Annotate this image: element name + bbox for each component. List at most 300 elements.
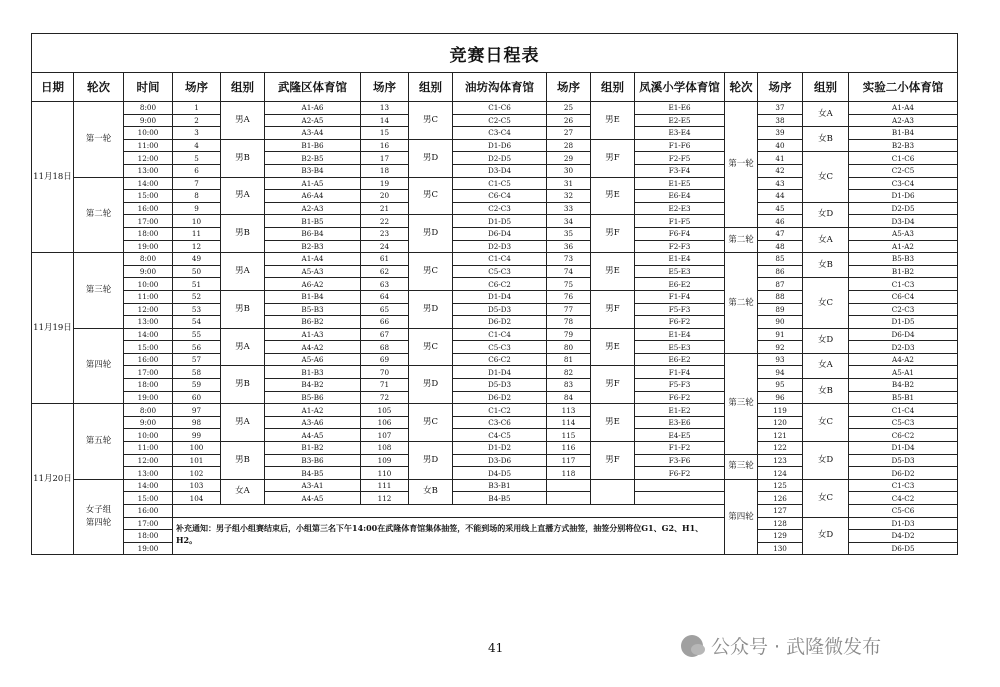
time-cell: 8:00 — [124, 102, 173, 115]
matchup-cell: B4-B5 — [265, 467, 361, 480]
matchup-cell: C1-C6 — [453, 102, 547, 115]
matchup-cell: B5-B3 — [265, 303, 361, 316]
matchup-cell: D2-D3 — [849, 341, 958, 354]
match-number-cell: 14 — [361, 114, 409, 127]
match-number-cell: 91 — [758, 328, 803, 341]
matchup-cell: A1-A3 — [265, 328, 361, 341]
matchup-cell: C5-C6 — [849, 505, 958, 518]
matchup-cell: B5-B3 — [849, 253, 958, 266]
table-row — [32, 379, 958, 392]
time-cell: 8:00 — [124, 253, 173, 266]
group-cell: 男E — [591, 328, 635, 366]
matchup-cell: D6-D5 — [849, 542, 958, 555]
time-cell: 11:00 — [124, 442, 173, 455]
matchup-cell: A2-A3 — [849, 114, 958, 127]
group-cell: 男E — [591, 177, 635, 215]
group-cell: 男A — [221, 253, 265, 291]
match-number-cell: 72 — [361, 391, 409, 404]
match-number-cell: 38 — [758, 114, 803, 127]
group-cell: 男A — [221, 328, 265, 366]
matchup-cell: E6-E2 — [635, 278, 725, 291]
table-row — [32, 404, 958, 417]
match-number-cell: 75 — [547, 278, 591, 291]
round-cell: 第一轮 — [74, 102, 124, 178]
round-cell: 第四轮 — [74, 328, 124, 404]
matchup-cell: E1-E4 — [635, 328, 725, 341]
round-cell: 第一轮 — [725, 102, 758, 228]
time-cell: 10:00 — [124, 278, 173, 291]
group-cell: 男E — [591, 404, 635, 442]
matchup-cell: B5-B1 — [849, 391, 958, 404]
match-number-cell: 116 — [547, 442, 591, 455]
match-number-cell: 50 — [173, 265, 221, 278]
group-cell: 男F — [591, 290, 635, 328]
match-number-cell: 114 — [547, 416, 591, 429]
match-number-cell: 108 — [361, 442, 409, 455]
match-number-cell: 58 — [173, 366, 221, 379]
matchup-cell: A4-A2 — [849, 353, 958, 366]
group-cell: 女A — [803, 102, 849, 127]
match-number-cell: 84 — [547, 391, 591, 404]
match-number-cell: 5 — [173, 152, 221, 165]
match-number-cell: 34 — [547, 215, 591, 228]
match-number-cell: 99 — [173, 429, 221, 442]
round-cell: 第二轮 — [725, 227, 758, 252]
match-number-cell: 10 — [173, 215, 221, 228]
matchup-cell: A4-A5 — [265, 492, 361, 505]
match-number-cell: 118 — [547, 467, 591, 480]
match-number-cell: 110 — [361, 467, 409, 480]
matchup-cell: E5-E3 — [635, 265, 725, 278]
match-number-cell: 18 — [361, 164, 409, 177]
column-header: 场序 — [173, 73, 221, 102]
matchup-cell: C6-C2 — [849, 429, 958, 442]
matchup-cell: F1-F5 — [635, 215, 725, 228]
match-number-cell: 127 — [758, 505, 803, 518]
match-number-cell: 65 — [361, 303, 409, 316]
group-cell: 女C — [803, 404, 849, 442]
matchup-cell: D4-D2 — [849, 530, 958, 543]
table-row — [32, 328, 958, 341]
matchup-cell: A4-A2 — [265, 341, 361, 354]
column-header: 场序 — [758, 73, 803, 102]
wechat-icon — [681, 635, 703, 657]
matchup-cell: D5-D3 — [453, 379, 547, 392]
matchup-cell: A1-A6 — [265, 102, 361, 115]
match-number-cell: 20 — [361, 190, 409, 203]
matchup-cell: C1-C2 — [453, 404, 547, 417]
round-cell: 第三轮 — [725, 353, 758, 454]
column-header: 日期 — [32, 73, 74, 102]
match-number-cell: 25 — [547, 102, 591, 115]
match-number-cell: 92 — [758, 341, 803, 354]
time-cell: 10:00 — [124, 429, 173, 442]
match-number-cell: 7 — [173, 177, 221, 190]
matchup-cell: C2-C3 — [849, 303, 958, 316]
supplementary-note: 补充通知：男子组小组赛结束后，小组第三名下午14:00在武隆体育馆集体抽签，不能到场的采用线上直播方式抽签，抽签分别将位G1、G2、H1、H2。 — [173, 517, 725, 555]
match-number-cell: 57 — [173, 353, 221, 366]
match-number-cell: 94 — [758, 366, 803, 379]
match-number-cell: 79 — [547, 328, 591, 341]
group-cell: 女A — [221, 479, 265, 504]
match-number-cell: 70 — [361, 366, 409, 379]
match-number-cell: 100 — [173, 442, 221, 455]
time-cell: 19:00 — [124, 542, 173, 555]
table-title: 竞赛日程表 — [32, 34, 958, 73]
column-header: 组别 — [221, 73, 265, 102]
matchup-cell: C2-C5 — [453, 114, 547, 127]
match-number-cell: 122 — [758, 442, 803, 455]
match-number-cell: 95 — [758, 379, 803, 392]
matchup-cell: C2-C5 — [849, 164, 958, 177]
match-number-cell: 48 — [758, 240, 803, 253]
match-number-cell: 44 — [758, 190, 803, 203]
table-row — [32, 127, 958, 140]
group-cell: 男D — [409, 366, 453, 404]
column-header: 轮次 — [74, 73, 124, 102]
group-cell: 男A — [221, 177, 265, 215]
group-cell: 男F — [591, 215, 635, 253]
match-number-cell: 15 — [361, 127, 409, 140]
match-number-cell: 74 — [547, 265, 591, 278]
time-cell: 18:00 — [124, 530, 173, 543]
match-number-cell: 112 — [361, 492, 409, 505]
matchup-cell: D1-D6 — [849, 190, 958, 203]
match-number-cell: 51 — [173, 278, 221, 291]
round-cell: 第三轮 — [725, 454, 758, 479]
match-number-cell: 45 — [758, 202, 803, 215]
group-cell: 男E — [591, 102, 635, 140]
match-number-cell: 90 — [758, 316, 803, 329]
matchup-cell: A5-A1 — [849, 366, 958, 379]
match-number-cell: 59 — [173, 379, 221, 392]
match-number-cell: 41 — [758, 152, 803, 165]
matchup-cell: D2-D3 — [453, 240, 547, 253]
match-number-cell: 23 — [361, 227, 409, 240]
matchup-cell: D1-D5 — [453, 215, 547, 228]
matchup-cell: F6-F2 — [635, 391, 725, 404]
match-number-cell: 11 — [173, 227, 221, 240]
group-cell: 女B — [803, 379, 849, 404]
match-number-cell: 40 — [758, 139, 803, 152]
matchup-cell — [635, 492, 725, 505]
matchup-cell: D6-D2 — [453, 391, 547, 404]
matchup-cell: F1-F4 — [635, 366, 725, 379]
match-number-cell: 82 — [547, 366, 591, 379]
match-number-cell: 26 — [547, 114, 591, 127]
match-number-cell: 16 — [361, 139, 409, 152]
match-number-cell: 47 — [758, 227, 803, 240]
match-number-cell: 4 — [173, 139, 221, 152]
group-cell: 男B — [221, 442, 265, 480]
match-number-cell: 73 — [547, 253, 591, 266]
match-number-cell: 105 — [361, 404, 409, 417]
table-row — [32, 353, 958, 366]
group-cell: 男B — [221, 290, 265, 328]
matchup-cell: D1-D5 — [849, 316, 958, 329]
time-cell: 14:00 — [124, 177, 173, 190]
matchup-cell: C6-C2 — [453, 278, 547, 291]
match-number-cell: 77 — [547, 303, 591, 316]
matchup-cell: E6-E4 — [635, 190, 725, 203]
matchup-cell: A5-A3 — [849, 227, 958, 240]
time-cell: 18:00 — [124, 227, 173, 240]
group-cell: 男C — [409, 253, 453, 291]
match-number-cell: 61 — [361, 253, 409, 266]
match-number-cell: 60 — [173, 391, 221, 404]
group-cell: 女C — [803, 278, 849, 328]
matchup-cell: D6-D2 — [849, 467, 958, 480]
group-cell: 女C — [803, 152, 849, 202]
match-number-cell: 12 — [173, 240, 221, 253]
matchup-cell: C1-C4 — [453, 328, 547, 341]
group-cell: 男D — [409, 215, 453, 253]
matchup-cell: A3-A6 — [265, 416, 361, 429]
match-number-cell: 66 — [361, 316, 409, 329]
match-number-cell: 80 — [547, 341, 591, 354]
group-cell: 男E — [591, 253, 635, 291]
time-cell: 9:00 — [124, 265, 173, 278]
match-number-cell: 93 — [758, 353, 803, 366]
match-number-cell: 46 — [758, 215, 803, 228]
table-row — [32, 442, 958, 455]
matchup-cell: B1-B4 — [265, 290, 361, 303]
match-number-cell: 39 — [758, 127, 803, 140]
header-row — [32, 73, 958, 102]
matchup-cell: C5-C3 — [453, 341, 547, 354]
matchup-cell: B5-B6 — [265, 391, 361, 404]
group-cell: 女A — [803, 227, 849, 252]
match-number-cell: 111 — [361, 479, 409, 492]
matchup-cell: B1-B6 — [265, 139, 361, 152]
matchup-cell: A5-A6 — [265, 353, 361, 366]
time-cell: 13:00 — [124, 316, 173, 329]
schedule-sheet — [31, 33, 957, 555]
match-number-cell: 85 — [758, 253, 803, 266]
matchup-cell: D1-D4 — [849, 442, 958, 455]
matchup-cell: B3-B4 — [265, 164, 361, 177]
time-cell: 13:00 — [124, 467, 173, 480]
round-cell: 女子组 第四轮 — [74, 479, 124, 555]
column-header: 武隆区体育馆 — [265, 73, 361, 102]
matchup-cell: C4-C5 — [453, 429, 547, 442]
round-cell: 第二轮 — [74, 177, 124, 253]
matchup-cell: F3-F6 — [635, 454, 725, 467]
matchup-cell: B1-B3 — [265, 366, 361, 379]
round-cell: 第五轮 — [74, 404, 124, 480]
group-cell: 男B — [221, 366, 265, 404]
match-number-cell: 62 — [361, 265, 409, 278]
time-cell: 9:00 — [124, 416, 173, 429]
matchup-cell: C1-C3 — [849, 278, 958, 291]
match-number-cell: 52 — [173, 290, 221, 303]
matchup-cell: B1-B4 — [849, 127, 958, 140]
time-cell: 15:00 — [124, 190, 173, 203]
match-number-cell: 29 — [547, 152, 591, 165]
time-cell: 12:00 — [124, 303, 173, 316]
matchup-cell: F5-F3 — [635, 303, 725, 316]
matchup-cell: B2-B5 — [265, 152, 361, 165]
table-row — [32, 152, 958, 165]
matchup-cell: F3-F4 — [635, 164, 725, 177]
matchup-cell: B4-B2 — [265, 379, 361, 392]
table-row — [32, 278, 958, 291]
match-number-cell: 36 — [547, 240, 591, 253]
match-number-cell: 76 — [547, 290, 591, 303]
match-number-cell: 63 — [361, 278, 409, 291]
matchup-cell: A1-A5 — [265, 177, 361, 190]
column-header: 实验二小体育馆 — [849, 73, 958, 102]
group-cell: 男C — [409, 404, 453, 442]
group-cell: 男B — [221, 139, 265, 177]
matchup-cell: F6-F2 — [635, 467, 725, 480]
matchup-cell: C6-C4 — [453, 190, 547, 203]
table-row — [32, 227, 958, 240]
match-number-cell: 125 — [758, 479, 803, 492]
match-number-cell: 123 — [758, 454, 803, 467]
matchup-cell: A4-A5 — [265, 429, 361, 442]
matchup-cell: D1-D2 — [453, 442, 547, 455]
table-row — [32, 479, 958, 492]
match-number-cell: 31 — [547, 177, 591, 190]
table-row — [32, 102, 958, 115]
group-cell: 女B — [409, 479, 453, 504]
matchup-cell: F2-F5 — [635, 152, 725, 165]
time-cell: 14:00 — [124, 479, 173, 492]
group-cell: 男C — [409, 328, 453, 366]
time-cell: 16:00 — [124, 202, 173, 215]
match-number-cell: 17 — [361, 152, 409, 165]
match-number-cell: 78 — [547, 316, 591, 329]
matchup-cell: E2-E5 — [635, 114, 725, 127]
match-number-cell: 115 — [547, 429, 591, 442]
match-number-cell: 120 — [758, 416, 803, 429]
matchup-cell: C1-C5 — [453, 177, 547, 190]
matchup-cell: D6-D4 — [849, 328, 958, 341]
matchup-cell: B6-B4 — [265, 227, 361, 240]
group-cell: 男D — [409, 442, 453, 480]
time-cell: 19:00 — [124, 240, 173, 253]
matchup-cell: E3-E6 — [635, 416, 725, 429]
column-header: 场序 — [547, 73, 591, 102]
matchup-cell: D4-D5 — [453, 467, 547, 480]
match-number-cell: 2 — [173, 114, 221, 127]
group-cell: 女D — [803, 328, 849, 353]
matchup-cell: D2-D5 — [453, 152, 547, 165]
matchup-cell: F1-F2 — [635, 442, 725, 455]
match-number-cell: 69 — [361, 353, 409, 366]
group-cell: 男F — [591, 139, 635, 177]
match-number-cell: 121 — [758, 429, 803, 442]
matchup-cell: E4-E5 — [635, 429, 725, 442]
matchup-cell: F1-F4 — [635, 290, 725, 303]
matchup-cell: B1-B2 — [265, 442, 361, 455]
match-number-cell: 8 — [173, 190, 221, 203]
matchup-cell: B6-B2 — [265, 316, 361, 329]
matchup-cell: D1-D6 — [453, 139, 547, 152]
matchup-cell: C5-C3 — [849, 416, 958, 429]
match-number-cell: 6 — [173, 164, 221, 177]
time-cell: 12:00 — [124, 454, 173, 467]
matchup-cell: B3-B6 — [265, 454, 361, 467]
time-cell: 13:00 — [124, 164, 173, 177]
table-row — [32, 517, 958, 530]
match-number-cell: 19 — [361, 177, 409, 190]
match-number-cell: 83 — [547, 379, 591, 392]
column-header: 组别 — [409, 73, 453, 102]
match-number-cell: 89 — [758, 303, 803, 316]
match-number-cell: 86 — [758, 265, 803, 278]
matchup-cell: B4-B5 — [453, 492, 547, 505]
column-header: 凤溪小学体育馆 — [635, 73, 725, 102]
match-number-cell: 1 — [173, 102, 221, 115]
round-cell: 第三轮 — [74, 253, 124, 329]
matchup-cell: D1-D3 — [849, 517, 958, 530]
group-cell: 男D — [409, 290, 453, 328]
table-row — [32, 253, 958, 266]
matchup-cell: C6-C2 — [453, 353, 547, 366]
group-cell: 男C — [409, 102, 453, 140]
match-number-cell: 101 — [173, 454, 221, 467]
matchup-cell: A6-A2 — [265, 278, 361, 291]
round-cell: 第二轮 — [725, 253, 758, 354]
match-number-cell: 24 — [361, 240, 409, 253]
time-cell: 17:00 — [124, 366, 173, 379]
matchup-cell: E5-E3 — [635, 341, 725, 354]
matchup-cell: C6-C4 — [849, 290, 958, 303]
matchup-cell: F6-F2 — [635, 316, 725, 329]
group-cell: 男F — [591, 442, 635, 480]
matchup-cell: D5-D3 — [849, 454, 958, 467]
matchup-cell — [635, 479, 725, 492]
matchup-cell: E2-E3 — [635, 202, 725, 215]
matchup-cell: F2-F3 — [635, 240, 725, 253]
table-row — [32, 202, 958, 215]
time-cell: 16:00 — [124, 505, 173, 518]
group-cell: 女D — [803, 517, 849, 555]
group-cell: 男D — [409, 139, 453, 177]
match-number-cell: 68 — [361, 341, 409, 354]
time-cell: 18:00 — [124, 379, 173, 392]
match-number-cell: 42 — [758, 164, 803, 177]
matchup-cell: D3-D4 — [849, 215, 958, 228]
matchup-cell: F6-F4 — [635, 227, 725, 240]
time-cell: 17:00 — [124, 517, 173, 530]
matchup-cell: A1-A4 — [849, 102, 958, 115]
matchup-cell: A3-A4 — [265, 127, 361, 140]
matchup-cell: A1-A4 — [265, 253, 361, 266]
matchup-cell: C3-C4 — [849, 177, 958, 190]
time-cell: 15:00 — [124, 492, 173, 505]
match-number-cell: 49 — [173, 253, 221, 266]
schedule-table — [31, 33, 958, 555]
match-number-cell: 13 — [361, 102, 409, 115]
match-number-cell: 9 — [173, 202, 221, 215]
group-cell: 女D — [803, 442, 849, 480]
matchup-cell: B1-B2 — [849, 265, 958, 278]
matchup-cell: C2-C3 — [453, 202, 547, 215]
match-number-cell: 21 — [361, 202, 409, 215]
match-number-cell: 98 — [173, 416, 221, 429]
matchup-cell: D6-D4 — [453, 227, 547, 240]
group-cell: 男A — [221, 102, 265, 140]
matchup-cell: C1-C4 — [849, 404, 958, 417]
matchup-cell: B2-B3 — [265, 240, 361, 253]
match-number-cell: 22 — [361, 215, 409, 228]
match-number-cell — [547, 492, 591, 505]
matchup-cell: B2-B3 — [849, 139, 958, 152]
matchup-cell: B1-B5 — [265, 215, 361, 228]
